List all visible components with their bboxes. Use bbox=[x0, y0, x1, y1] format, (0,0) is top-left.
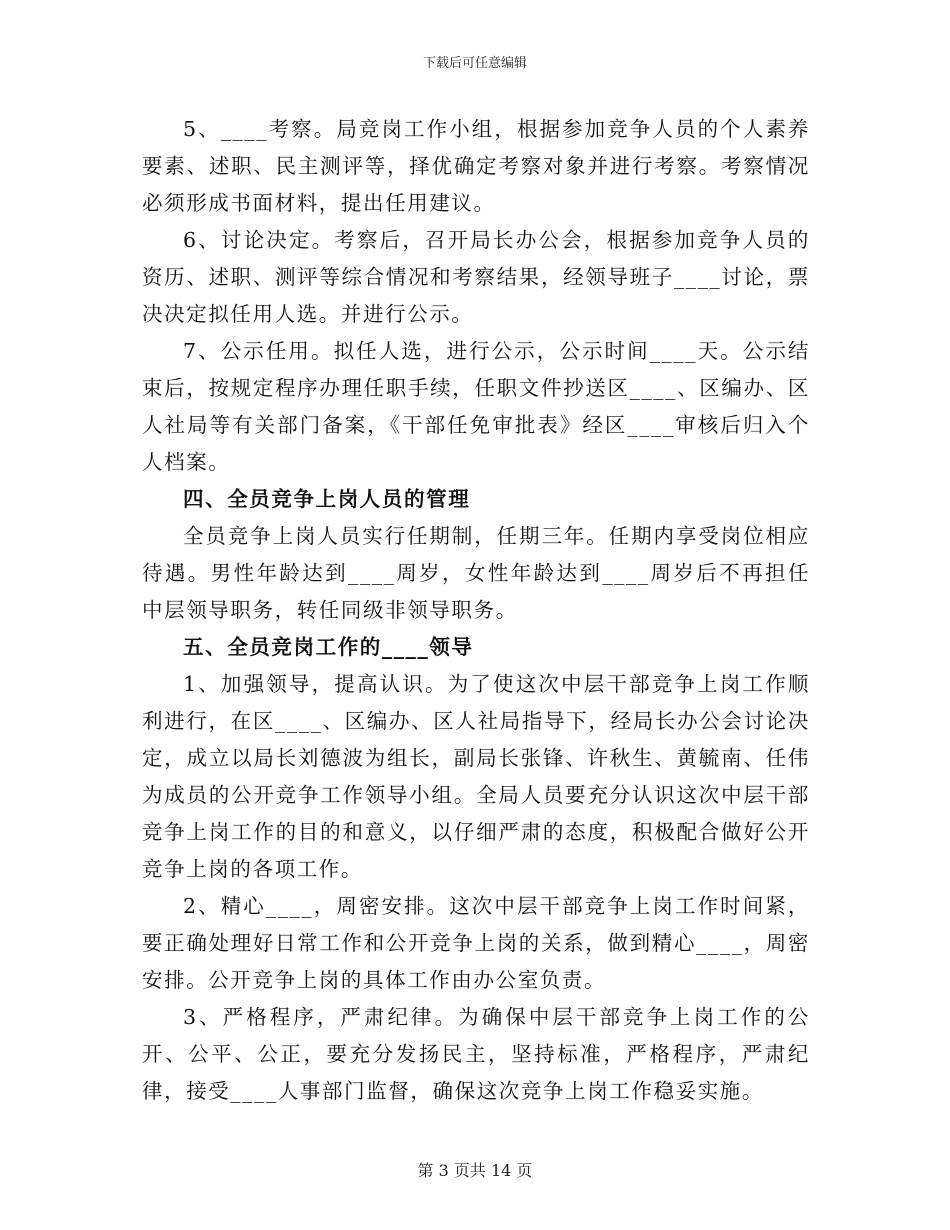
page-number-footer: 第 3 页共 14 页 bbox=[417, 1161, 533, 1180]
section-heading-5: 五、全员竞岗工作的____领导 bbox=[183, 635, 474, 659]
page-header: 下载后可任意编辑 bbox=[422, 56, 527, 71]
paragraph-step-5: 5、____考察。局竞岗工作小组，根据参加竞争人员的个人素养要素、述职、民主测评等，择优确定考察对象并进行考察。考察情况必须形成书面材料，提出任用建议。 bbox=[142, 117, 810, 215]
paragraph-leadership-1: 1、加强领导，提高认识。为了使这次中层干部竞争上岗工作顺利进行，在区____、区编办、区人社局指导下，经局长办公会讨论决定，成立以局长刘德波为组长，副局长张锋、许秋生、黄毓南、任伟为成员的公开竞争工作领导小组。全局人员要充分认识这次中层干部竞争上岗工作的目的和意义，以仔细严肃的态度，积极配合做好公开竞争上岗的各项工作。 bbox=[142, 672, 810, 881]
paragraph-leadership-3: 3、严格程序，严肃纪律。为确保中层干部竞争上岗工作的公开、公平、公正，要充分发扬民主，坚持标准，严格程序，严肃纪律，接受____人事部门监督，确保这次竞争上岗工作稳妥实施。 bbox=[142, 1005, 810, 1103]
paragraph-management: 全员竞争上岗人员实行任期制，任期三年。任期内享受岗位相应待遇。男性年龄达到____周岁，女性年龄达到____周岁后不再担任中层领导职务，转任同级非领导职务。 bbox=[142, 524, 810, 622]
paragraph-step-6: 6、讨论决定。考察后，召开局长办公会，根据参加竞争人员的资历、述职、测评等综合情况和考察结果，经领导班子____讨论，票决决定拟任用人选。并进行公示。 bbox=[142, 228, 810, 326]
paragraph-step-7: 7、公示任用。拟任人选，进行公示，公示时间____天。公示结束后，按规定程序办理任职手续，任职文件抄送区____、区编办、区人社局等有关部门备案，《干部任免审批表》经区____审核后归入个人档案。 bbox=[142, 339, 810, 474]
section-heading-4: 四、全员竞争上岗人员的管理 bbox=[183, 487, 471, 511]
paragraph-leadership-2: 2、精心____，周密安排。这次中层干部竞争上岗工作时间紧，要正确处理好日常工作和公开竞争上岗的关系，做到精心____，周密安排。公开竞争上岗的具体工作由办公室负责。 bbox=[142, 894, 810, 992]
document-body bbox=[142, 111, 810, 1110]
